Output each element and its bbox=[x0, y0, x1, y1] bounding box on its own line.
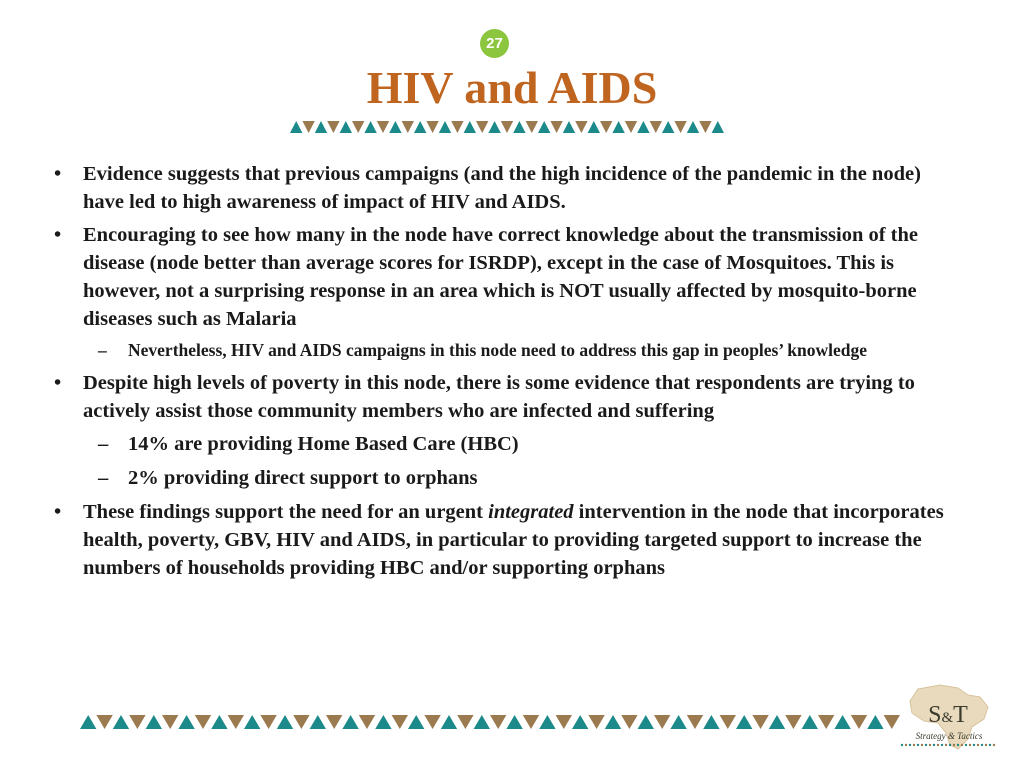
border-triangle bbox=[538, 121, 550, 133]
border-triangle bbox=[113, 715, 129, 729]
border-triangle bbox=[392, 715, 408, 729]
logo-dot bbox=[945, 744, 947, 746]
logo-dot bbox=[965, 744, 967, 746]
border-triangle bbox=[326, 715, 342, 729]
border-triangle bbox=[195, 715, 211, 729]
border-triangle bbox=[867, 715, 883, 729]
border-triangle bbox=[352, 121, 364, 133]
border-triangle bbox=[441, 715, 457, 729]
border-triangle bbox=[851, 715, 867, 729]
border-triangle bbox=[146, 715, 162, 729]
logo-dot bbox=[961, 744, 963, 746]
dash-marker: – bbox=[98, 433, 109, 455]
border-triangle bbox=[129, 715, 145, 729]
logo-dot bbox=[905, 744, 907, 746]
border-triangle bbox=[211, 715, 227, 729]
bullet-text bbox=[83, 498, 962, 582]
logo-dot bbox=[985, 744, 987, 746]
bullet-text: Despite high levels of poverty in this node, there is some evidence that respondents are trying to actively assist those community members who are infected and suffering bbox=[83, 372, 915, 422]
logo-dot bbox=[949, 744, 951, 746]
slide-title: HIV and AIDS bbox=[366, 62, 658, 113]
bullet-item bbox=[52, 498, 962, 582]
bullet-marker: • bbox=[54, 372, 62, 394]
border-triangle bbox=[572, 715, 588, 729]
sub-bullet-text: 14% are providing Home Based Care (HBC) bbox=[128, 433, 519, 455]
border-triangle bbox=[293, 715, 309, 729]
border-triangle bbox=[375, 715, 391, 729]
logo-dot bbox=[917, 744, 919, 746]
bullet-marker: • bbox=[54, 501, 62, 523]
emphasis-integrated: integrated bbox=[488, 501, 574, 523]
decorative-triangle-border-bottom bbox=[80, 715, 900, 729]
border-triangle bbox=[662, 121, 674, 133]
border-triangle bbox=[260, 715, 276, 729]
border-triangle bbox=[490, 715, 506, 729]
border-triangle bbox=[802, 715, 818, 729]
border-triangle bbox=[359, 715, 375, 729]
slide-number-badge bbox=[480, 29, 509, 58]
logo-dot bbox=[929, 744, 931, 746]
border-triangle bbox=[488, 121, 500, 133]
st-logo bbox=[888, 683, 998, 751]
bullet-text: Encouraging to see how many in the node have correct knowledge about the transmission of the disease (node better than average scores for ISRDP), except in the case of Mosquitoes. This is however, not a surprising response in an area which is NOT usually affected by mosquito-borne diseases such as Malaria bbox=[83, 224, 918, 330]
border-triangle bbox=[588, 715, 604, 729]
logo-dot bbox=[993, 744, 995, 746]
logo-dot bbox=[901, 744, 903, 746]
sub-bullet-text: 2% providing direct support to orphans bbox=[128, 467, 478, 489]
border-triangle bbox=[712, 121, 724, 133]
border-triangle bbox=[785, 715, 801, 729]
border-triangle bbox=[501, 121, 513, 133]
border-triangle bbox=[769, 715, 785, 729]
border-triangle bbox=[464, 121, 476, 133]
border-triangle bbox=[80, 715, 96, 729]
border-triangle bbox=[818, 715, 834, 729]
logo-ampersand: & bbox=[941, 710, 954, 726]
border-triangle bbox=[426, 121, 438, 133]
border-triangle bbox=[315, 121, 327, 133]
border-triangle bbox=[703, 715, 719, 729]
border-triangle bbox=[699, 121, 711, 133]
logo-wordmark bbox=[908, 702, 988, 729]
sub-bullet-item bbox=[98, 338, 962, 363]
bullet-marker: • bbox=[54, 163, 62, 185]
border-triangle bbox=[290, 121, 302, 133]
border-triangle bbox=[408, 715, 424, 729]
border-triangle bbox=[621, 715, 637, 729]
border-triangle bbox=[526, 121, 538, 133]
logo-dot bbox=[981, 744, 983, 746]
logo-t: T bbox=[953, 702, 968, 728]
border-triangle bbox=[96, 715, 112, 729]
slide-body bbox=[52, 160, 962, 587]
logo-dot bbox=[937, 744, 939, 746]
border-triangle bbox=[340, 121, 352, 133]
logo-dot bbox=[913, 744, 915, 746]
border-triangle bbox=[575, 121, 587, 133]
logo-dot bbox=[973, 744, 975, 746]
logo-dot bbox=[977, 744, 979, 746]
border-triangle bbox=[674, 121, 686, 133]
bullet-item bbox=[52, 369, 962, 425]
slide-number: 27 bbox=[486, 35, 503, 52]
logo-dot bbox=[989, 744, 991, 746]
decorative-triangle-border-top bbox=[290, 121, 724, 133]
border-triangle bbox=[178, 715, 194, 729]
logo-dot bbox=[953, 744, 955, 746]
dash-marker: – bbox=[98, 340, 107, 360]
border-triangle bbox=[625, 121, 637, 133]
border-triangle bbox=[605, 715, 621, 729]
border-triangle bbox=[277, 715, 293, 729]
logo-dot bbox=[957, 744, 959, 746]
logo-dot bbox=[941, 744, 943, 746]
border-triangle bbox=[451, 121, 463, 133]
border-triangle bbox=[720, 715, 736, 729]
border-triangle bbox=[600, 121, 612, 133]
border-triangle bbox=[364, 121, 376, 133]
border-triangle bbox=[736, 715, 752, 729]
border-triangle bbox=[654, 715, 670, 729]
logo-dot bbox=[921, 744, 923, 746]
border-triangle bbox=[476, 121, 488, 133]
bullet-text-end: intervention in the node that incorporates health, poverty, GBV, HIV and AIDS, in particular to providing targeted support to increase the numbers of households providing HBC and/or supporting orphans bbox=[83, 501, 944, 579]
border-triangle bbox=[302, 121, 314, 133]
sub-bullet-item bbox=[98, 464, 962, 492]
bullet-item bbox=[52, 160, 962, 216]
logo-dot bbox=[933, 744, 935, 746]
logo-tagline: Strategy & Tactics bbox=[915, 731, 983, 741]
border-triangle bbox=[513, 121, 525, 133]
border-triangle bbox=[377, 121, 389, 133]
border-triangle bbox=[556, 715, 572, 729]
border-triangle bbox=[310, 715, 326, 729]
border-triangle bbox=[457, 715, 473, 729]
border-triangle bbox=[389, 121, 401, 133]
border-triangle bbox=[523, 715, 539, 729]
border-triangle bbox=[342, 715, 358, 729]
border-triangle bbox=[637, 121, 649, 133]
border-triangle bbox=[588, 121, 600, 133]
border-triangle bbox=[650, 121, 662, 133]
dash-marker: – bbox=[98, 467, 109, 489]
bullet-text: Evidence suggests that previous campaigns (and the high incidence of the pandemic in the node) have led to high awareness of impact of HIV and AIDS. bbox=[83, 163, 921, 213]
border-triangle bbox=[162, 715, 178, 729]
border-triangle bbox=[439, 121, 451, 133]
logo-dot bbox=[925, 744, 927, 746]
border-triangle bbox=[539, 715, 555, 729]
border-triangle bbox=[563, 121, 575, 133]
border-triangle bbox=[752, 715, 768, 729]
border-triangle bbox=[228, 715, 244, 729]
border-triangle bbox=[402, 121, 414, 133]
logo-dot bbox=[969, 744, 971, 746]
border-triangle bbox=[474, 715, 490, 729]
border-triangle bbox=[834, 715, 850, 729]
border-triangle bbox=[687, 715, 703, 729]
logo-s: S bbox=[928, 702, 942, 728]
sub-bullet-text: Nevertheless, HIV and AIDS campaigns in this node need to address this gap in peoples’ knowledge bbox=[128, 340, 867, 360]
border-triangle bbox=[670, 715, 686, 729]
sub-bullet-item bbox=[98, 430, 962, 458]
bullet-marker: • bbox=[54, 224, 62, 246]
border-triangle bbox=[414, 121, 426, 133]
border-triangle bbox=[506, 715, 522, 729]
border-triangle bbox=[424, 715, 440, 729]
border-triangle bbox=[550, 121, 562, 133]
bullet-item bbox=[52, 221, 962, 333]
border-triangle bbox=[687, 121, 699, 133]
border-triangle bbox=[244, 715, 260, 729]
bullet-text-start: These findings support the need for an urgent bbox=[83, 501, 489, 523]
border-triangle bbox=[327, 121, 339, 133]
logo-dot bbox=[909, 744, 911, 746]
logo-border-dots bbox=[900, 743, 996, 747]
border-triangle bbox=[612, 121, 624, 133]
border-triangle bbox=[638, 715, 654, 729]
